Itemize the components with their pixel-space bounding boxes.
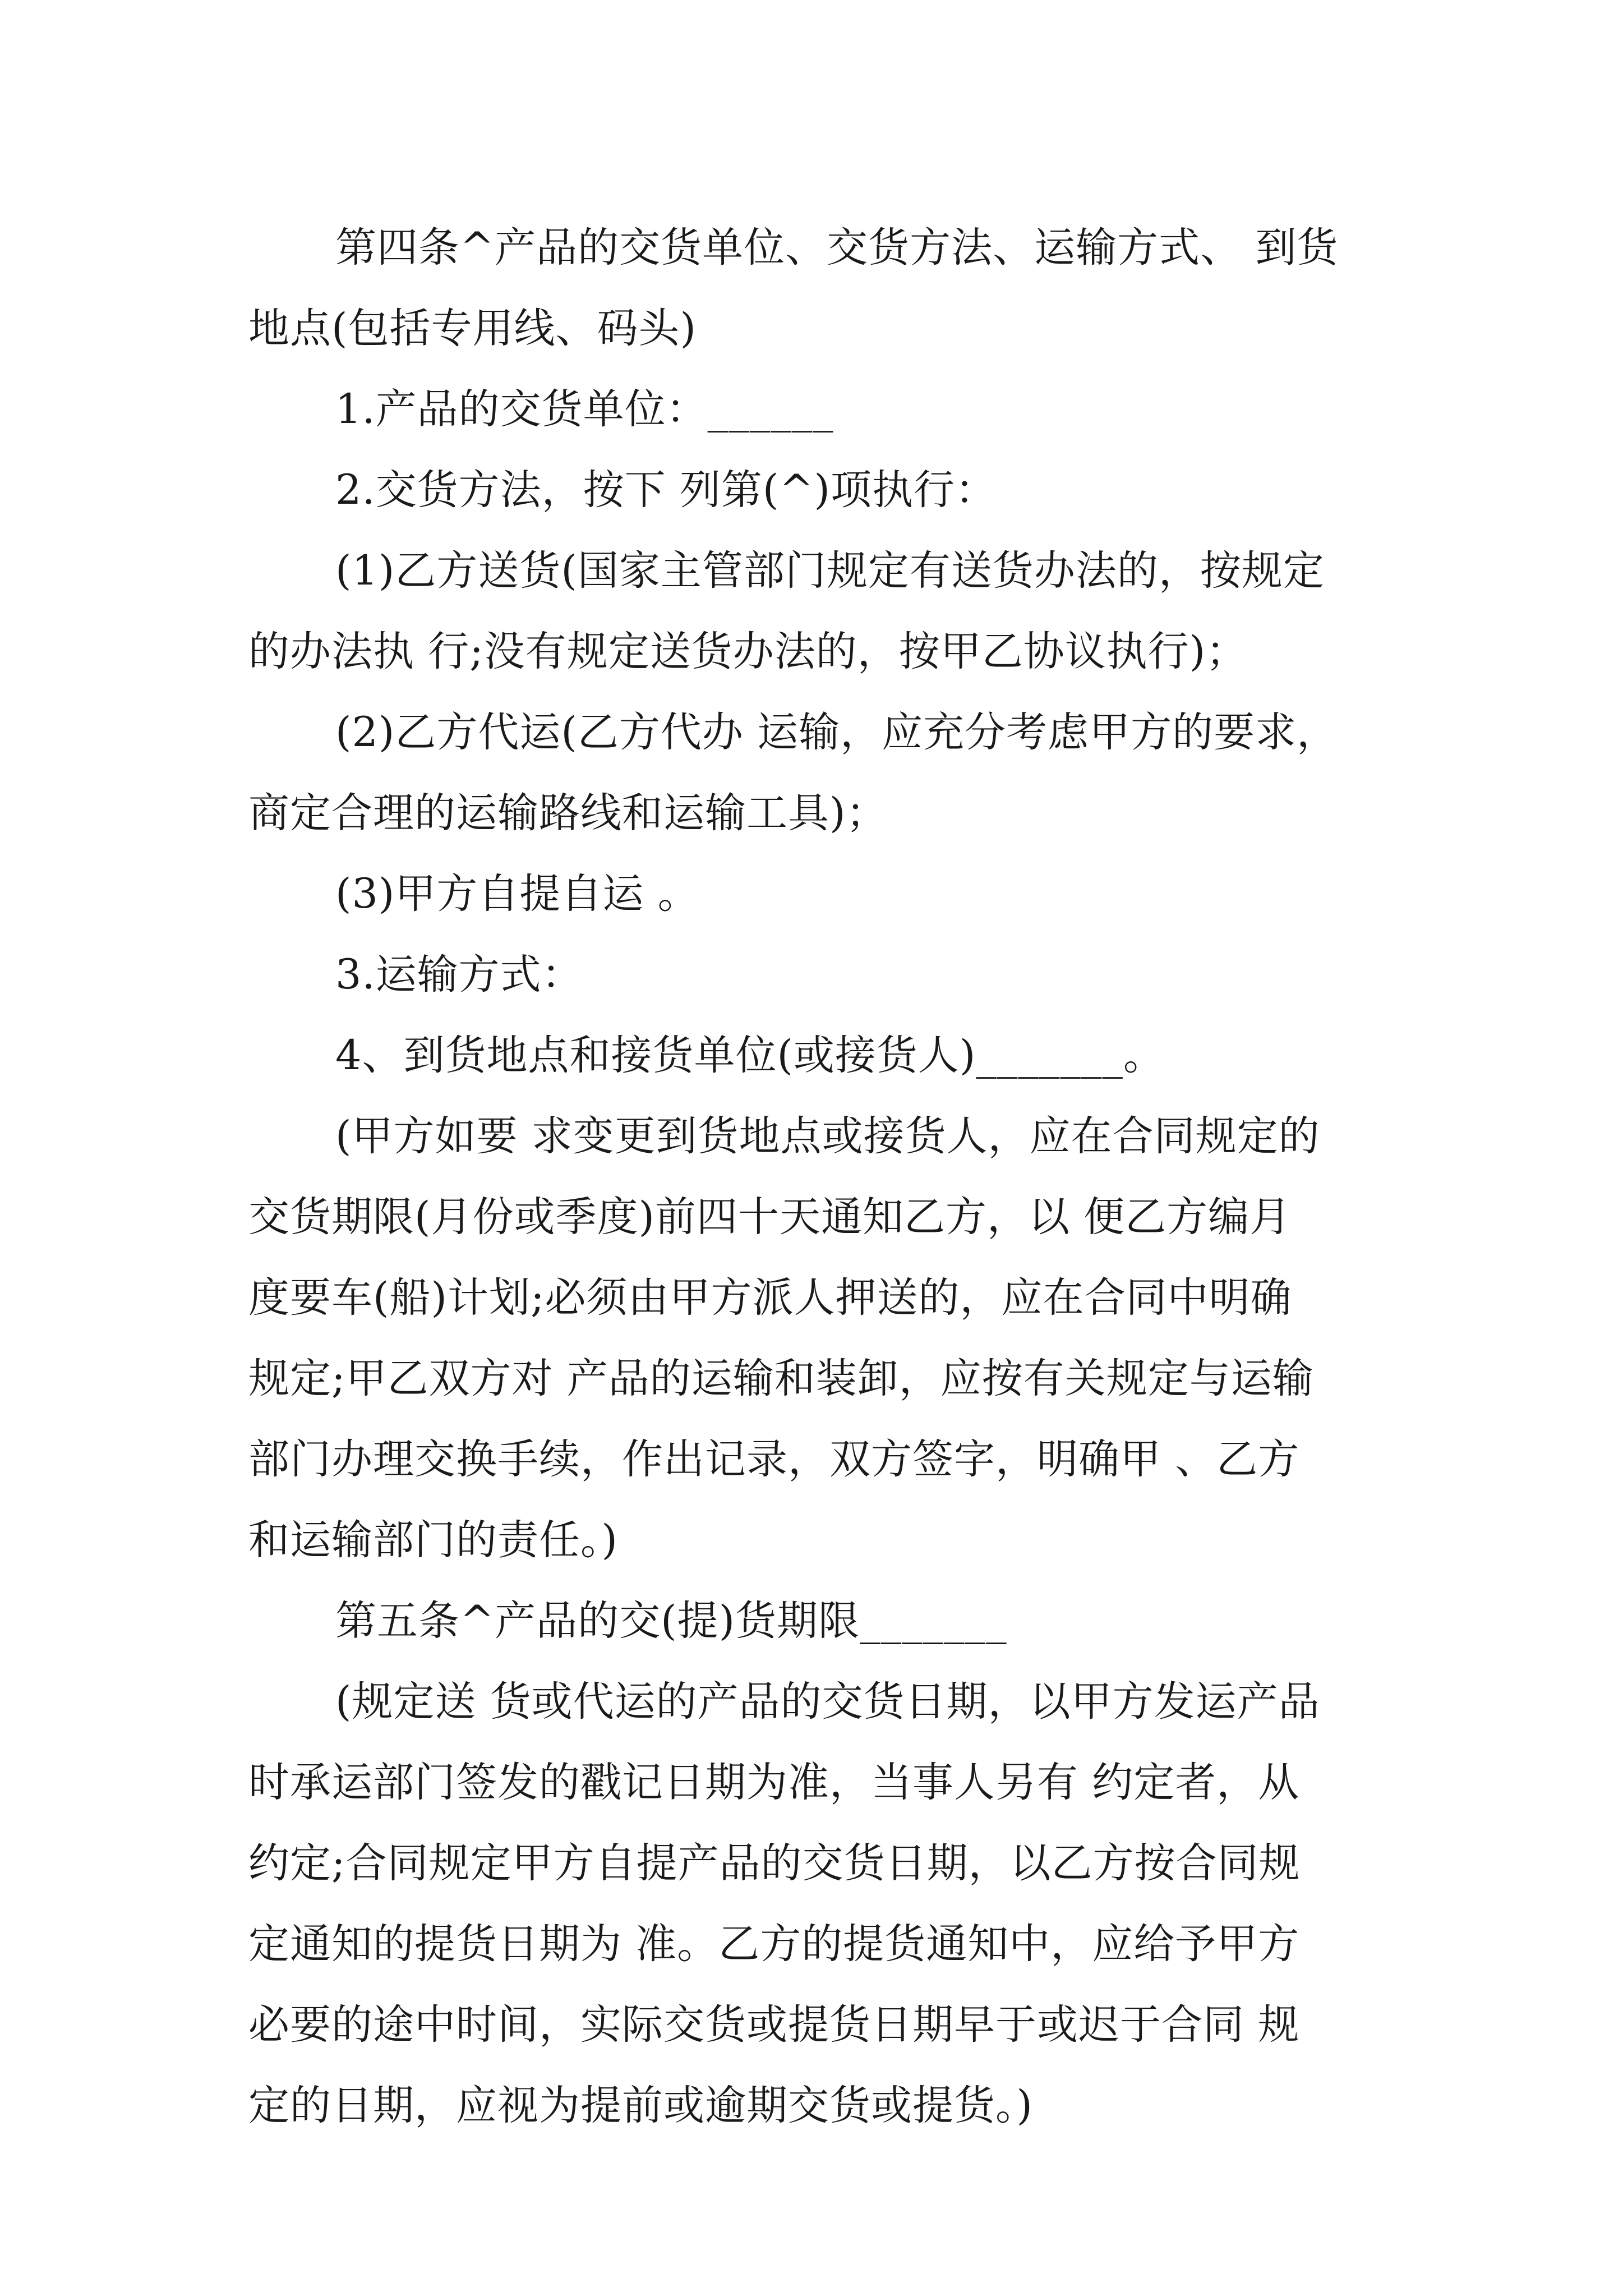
delivery-option-2-continued: 商定合理的运输路线和运输工具)； (248, 789, 888, 837)
article-4-note-line-4: 规定;甲乙双方对 产品的运输和装卸，应按有关规定与运输 (248, 1355, 1314, 1402)
delivery-option-1: (1)乙方送货(国家主管部门规定有送货办法的，按规定 (335, 547, 1325, 595)
article-4-note-line-5: 部门办理交换手续，作出记录，双方签字，明确甲 、乙方 (248, 1435, 1300, 1483)
article-5-note-line-4: 定通知的提货日期为 准。乙方的提货通知中，应给予甲方 (248, 1920, 1300, 1968)
article-4-heading: 第四条^产品的交货单位、交货方法、运输方式、 到货 (335, 224, 1339, 272)
arrival-location-item: 4、到货地点和接货单位(或接货人)_______。 (335, 1032, 1165, 1079)
article-5-note-line-3: 约定;合同规定甲方自提产品的交货日期，以乙方按合同规 (248, 1839, 1301, 1887)
article-4-note-line-2: 交货期限(月份或季度)前四十天通知乙方，以 便乙方编月 (248, 1193, 1292, 1241)
delivery-option-3: (3)甲方自提自运 。 (335, 870, 699, 918)
article-5-heading: 第五条^产品的交(提)货期限_______ (335, 1597, 1007, 1645)
delivery-unit-item: 1.产品的交货单位：______ (335, 385, 834, 433)
article-5-note: (规定送 货或代运的产品的交货日期，以甲方发运产品 (335, 1678, 1320, 1726)
article-4-heading-continued: 地点(包括专用线、码头) (248, 305, 697, 352)
article-4-note-line-3: 度要车(船)计划;必须由甲方派人押送的，应在合同中明确 (248, 1274, 1292, 1322)
article-5-note-line-5: 必要的途中时间，实际交货或提货日期早于或迟于合同 规 (248, 2001, 1300, 2049)
delivery-option-2: (2)乙方代运(乙方代办 运输，应充分考虑甲方的要求， (335, 708, 1339, 756)
article-5-note-line-6: 定的日期，应视为提前或逾期交货或提货。) (248, 2082, 1033, 2129)
article-5-note-line-2: 时承运部门签发的戳记日期为准，当事人另有 约定者，从 (248, 1759, 1300, 1806)
transport-mode-item: 3.运输方式： (335, 951, 583, 999)
article-4-note: (甲方如要 求变更到货地点或接货人，应在合同规定的 (335, 1112, 1320, 1160)
article-4-note-line-6: 和运输部门的责任。) (248, 1516, 618, 1564)
delivery-option-1-continued: 的办法执 行;没有规定送货办法的，按甲乙协议执行)； (248, 628, 1248, 675)
contract-body (248, 208, 1387, 2146)
delivery-method-item: 2.交货方法，按下 列第(^)项执行： (335, 466, 997, 514)
